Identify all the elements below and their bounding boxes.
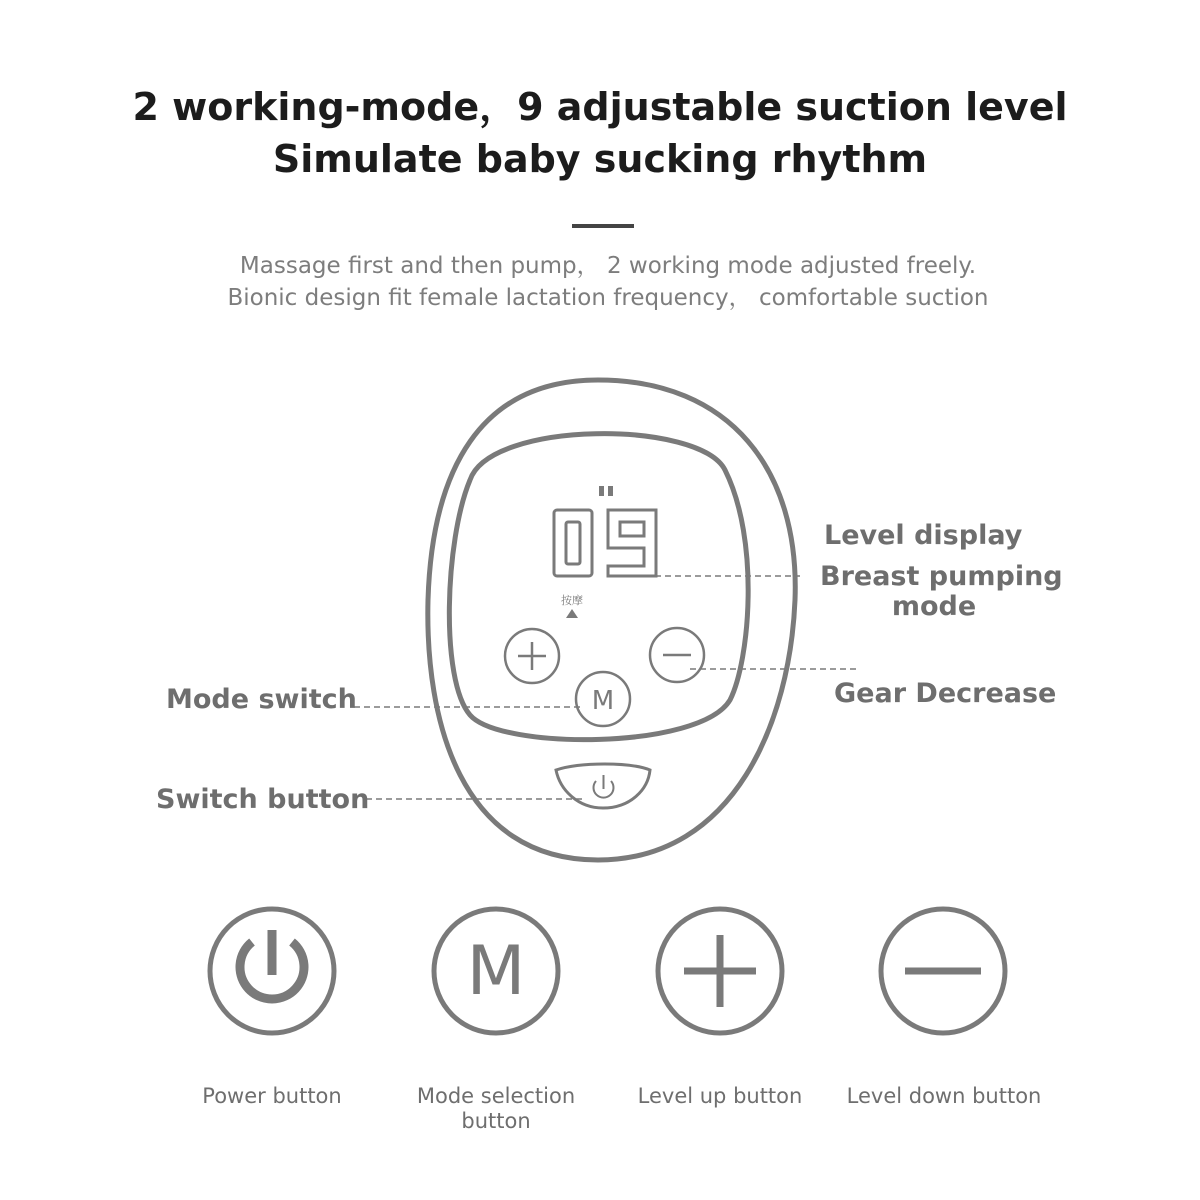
callout-breast-pumping bbox=[820, 561, 1063, 622]
plus-button-label-text: Level up button bbox=[637, 1084, 803, 1108]
mode-button-label bbox=[396, 1084, 596, 1134]
callout-gear-decrease: Gear Decrease bbox=[834, 678, 1057, 709]
title-line-2: Simulate baby sucking rhythm bbox=[272, 137, 928, 181]
device-mode-glyph: M bbox=[591, 686, 615, 716]
power-button-label bbox=[172, 1084, 372, 1109]
callout-mode-switch: Mode switch bbox=[166, 684, 357, 715]
callout-breast-pumping-line2: mode bbox=[891, 591, 977, 622]
device-outer-shell bbox=[428, 380, 795, 860]
callout-level-display: Level display bbox=[824, 520, 1023, 551]
mode-label: 按摩 bbox=[561, 594, 583, 607]
minus-button-label bbox=[826, 1084, 1062, 1109]
mode-button-label-line2: button bbox=[461, 1109, 531, 1133]
callout-switch-button: Switch button bbox=[156, 784, 370, 815]
title-line-1: 2 working-mode，9 adjustable suction level bbox=[132, 85, 1068, 129]
plus-button-label bbox=[610, 1084, 830, 1109]
m-icon: M bbox=[466, 932, 526, 1011]
subtitle-line-1: Massage first and then pump， 2 working mode adjusted freely. bbox=[239, 253, 977, 279]
minus-button-label-text: Level down button bbox=[846, 1084, 1042, 1108]
subtitle-line-2: Bionic design fit female lactation frequency， comfortable suction bbox=[227, 285, 989, 311]
callout-breast-pumping-line1: Breast pumping bbox=[820, 561, 1063, 592]
mode-indicator-triangle bbox=[566, 609, 578, 618]
level-display bbox=[554, 486, 656, 576]
digit-nine bbox=[608, 510, 656, 576]
digit-zero bbox=[554, 510, 592, 576]
mode-button-label-line1: Mode selection bbox=[416, 1084, 576, 1108]
power-button-label-text: Power button bbox=[202, 1084, 342, 1108]
